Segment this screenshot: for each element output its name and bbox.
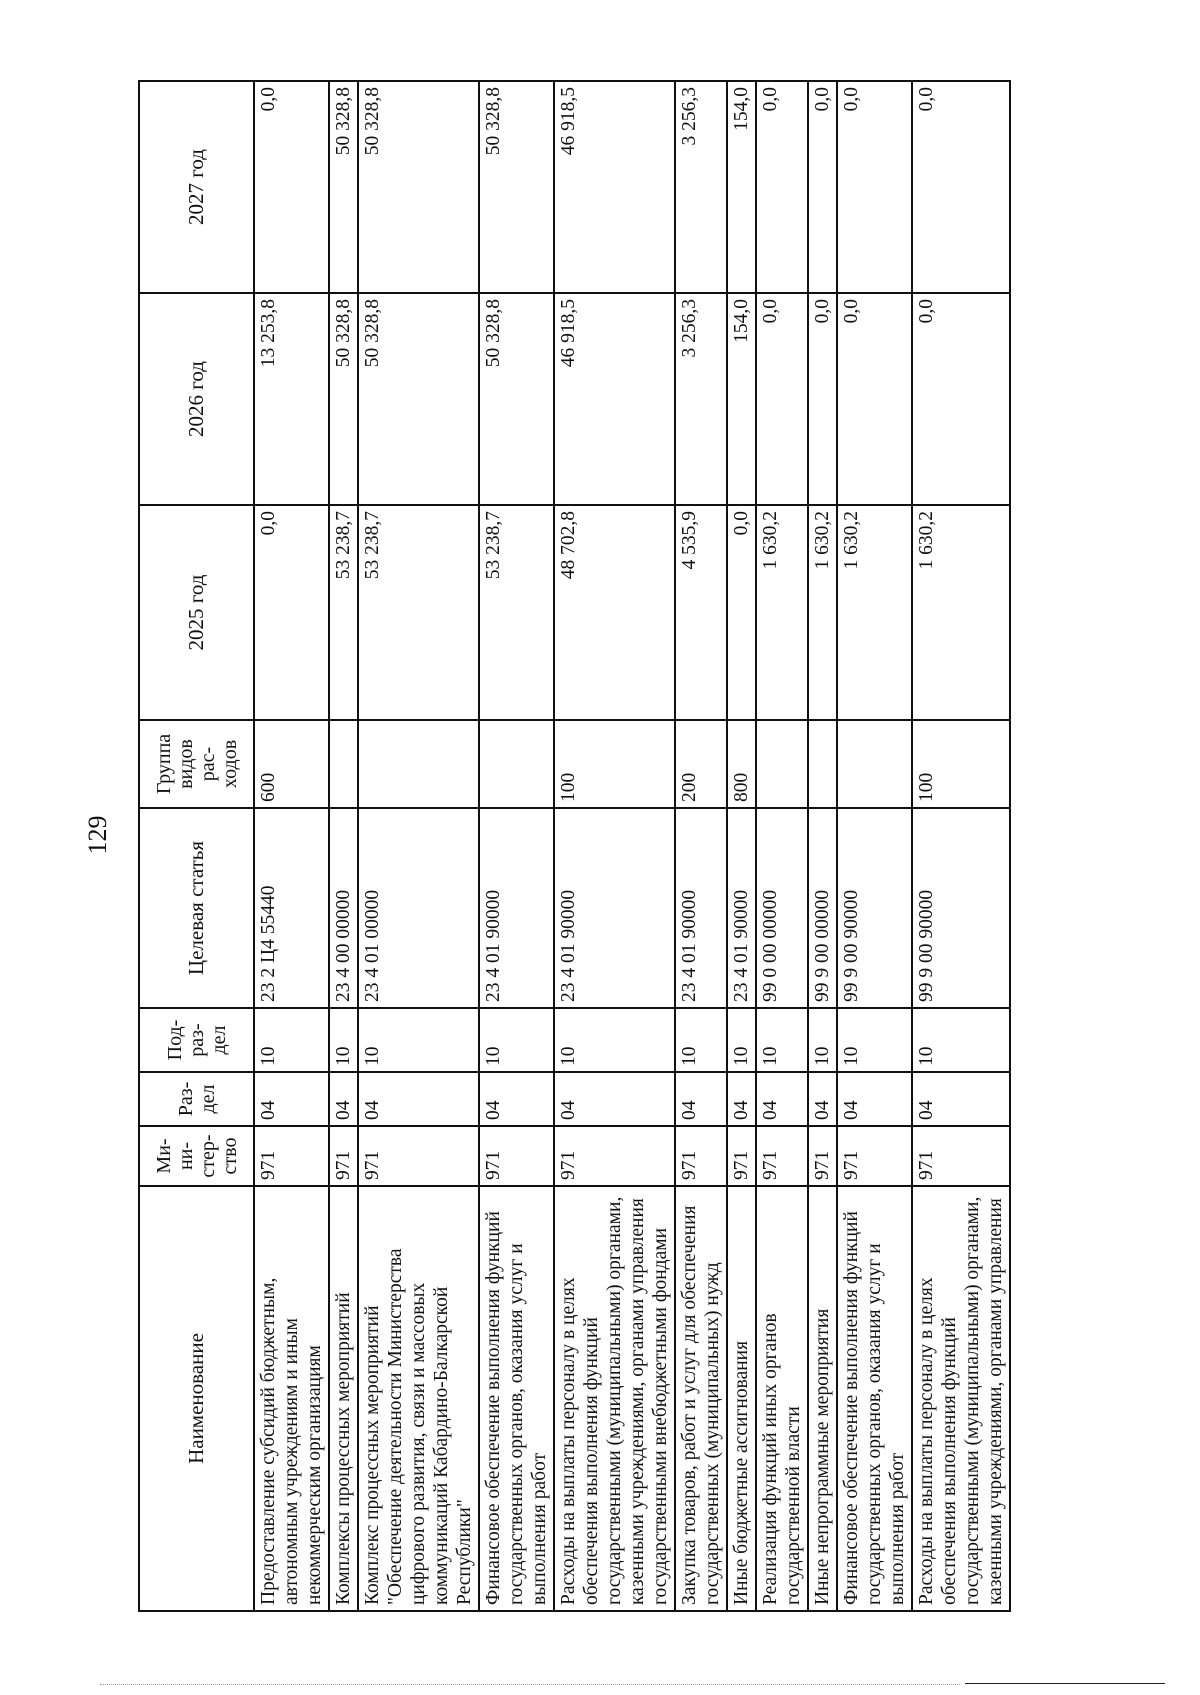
cell-y2025: 0,0 (254, 505, 329, 720)
cell-y2026: 0,0 (837, 293, 912, 505)
header-2025: 2025 год (139, 505, 254, 720)
cell-group: 600 (254, 720, 329, 808)
header-target: Целевая статья (139, 808, 254, 1008)
cell-subsection: 10 (479, 1008, 554, 1072)
cell-ministry: 971 (675, 1126, 727, 1186)
cell-ministry: 971 (254, 1126, 329, 1186)
table-row (837, 81, 912, 1611)
header-name: Наименование (139, 1186, 254, 1611)
table-row (808, 81, 837, 1611)
cell-name: Расходы на выплаты персоналу в целях обеспечения выполнения функций государственными (муниципальными) органами, казенными учреждениями, органами управления государственными внебюджетными фондами (554, 1186, 675, 1611)
cell-section: 04 (554, 1072, 675, 1126)
cell-ministry: 971 (329, 1126, 358, 1186)
cell-y2027: 50 328,8 (329, 81, 358, 293)
cell-name: Реализация функций иных органов государственной власти (756, 1186, 808, 1611)
cell-y2025: 48 702,8 (554, 505, 675, 720)
cell-y2025: 0,0 (727, 505, 756, 720)
cell-y2027: 0,0 (912, 81, 1010, 293)
cell-subsection: 10 (837, 1008, 912, 1072)
cell-group: 800 (727, 720, 756, 808)
table-row (479, 81, 554, 1611)
cell-target: 99 9 00 90000 (912, 808, 1010, 1008)
cell-name: Закупка товаров, работ и услуг для обеспечения государственных (муниципальных) нужд (675, 1186, 727, 1611)
cell-y2027: 0,0 (756, 81, 808, 293)
cell-section: 04 (912, 1072, 1010, 1126)
cell-y2025: 1 630,2 (808, 505, 837, 720)
cell-y2027: 3 256,3 (675, 81, 727, 293)
table-row (912, 81, 1010, 1611)
cell-section: 04 (675, 1072, 727, 1126)
cell-y2026: 0,0 (912, 293, 1010, 505)
cell-target: 99 0 00 00000 (756, 808, 808, 1008)
cell-subsection: 10 (675, 1008, 727, 1072)
cell-ministry: 971 (727, 1126, 756, 1186)
cell-name: Комплекс процессных мероприятий "Обеспечение деятельности Министерства цифрового развития, связи и массовых коммуникаций Кабардино-Балкарской Республики" (358, 1186, 479, 1611)
cell-section: 04 (808, 1072, 837, 1126)
cell-ministry: 971 (912, 1126, 1010, 1186)
cell-ministry: 971 (554, 1126, 675, 1186)
table-row (554, 81, 675, 1611)
cell-group (756, 720, 808, 808)
cell-y2026: 46 918,5 (554, 293, 675, 505)
header-ministry: Ми-ни-стер-ство (139, 1126, 254, 1186)
cell-y2025: 53 238,7 (329, 505, 358, 720)
cell-target: 99 9 00 90000 (837, 808, 912, 1008)
cell-name: Комплексы процессных мероприятий (329, 1186, 358, 1611)
cell-section: 04 (479, 1072, 554, 1126)
header-2026: 2026 год (139, 293, 254, 505)
cell-name: Финансовое обеспечение выполнения функций государственных органов, оказания услуг и выполнения работ (479, 1186, 554, 1611)
cell-y2025: 4 535,9 (675, 505, 727, 720)
table-row (358, 81, 479, 1611)
cell-y2026: 13 253,8 (254, 293, 329, 505)
header-section: Раз-дел (139, 1072, 254, 1126)
table-row (329, 81, 358, 1611)
cell-y2025: 1 630,2 (837, 505, 912, 720)
table-row (254, 81, 329, 1611)
cell-target: 23 4 01 90000 (727, 808, 756, 1008)
cell-target: 23 4 01 90000 (479, 808, 554, 1008)
cell-ministry: 971 (479, 1126, 554, 1186)
rotated-table-wrapper (138, 82, 1098, 1612)
cell-subsection: 10 (808, 1008, 837, 1072)
cell-section: 04 (837, 1072, 912, 1126)
cell-subsection: 10 (329, 1008, 358, 1072)
cell-group (837, 720, 912, 808)
cell-subsection: 10 (912, 1008, 1010, 1072)
cell-subsection: 10 (554, 1008, 675, 1072)
header-2027: 2027 год (139, 81, 254, 293)
cell-section: 04 (727, 1072, 756, 1126)
cell-y2026: 3 256,3 (675, 293, 727, 505)
cell-y2026: 50 328,8 (479, 293, 554, 505)
cell-y2027: 154,0 (727, 81, 756, 293)
cell-ministry: 971 (837, 1126, 912, 1186)
scan-noise-line (100, 1684, 960, 1685)
cell-y2027: 0,0 (837, 81, 912, 293)
cell-section: 04 (254, 1072, 329, 1126)
cell-ministry: 971 (756, 1126, 808, 1186)
cell-name: Иные бюджетные ассигнования (727, 1186, 756, 1611)
cell-group: 100 (912, 720, 1010, 808)
cell-target: 23 4 00 00000 (329, 808, 358, 1008)
cell-name: Предоставление субсидий бюджетным, автономным учреждениям и иным некоммерческим организациям (254, 1186, 329, 1611)
cell-group (808, 720, 837, 808)
cell-y2025: 53 238,7 (479, 505, 554, 720)
cell-name: Финансовое обеспечение выполнения функций государственных органов, оказания услуг и выполнения работ (837, 1186, 912, 1611)
cell-group (329, 720, 358, 808)
cell-y2026: 50 328,8 (329, 293, 358, 505)
cell-y2026: 50 328,8 (358, 293, 479, 505)
cell-y2025: 1 630,2 (756, 505, 808, 720)
cell-y2027: 0,0 (254, 81, 329, 293)
cell-target: 23 4 01 00000 (358, 808, 479, 1008)
cell-y2027: 46 918,5 (554, 81, 675, 293)
footer-rule (965, 1683, 1165, 1684)
table-row (756, 81, 808, 1611)
page-number: 129 (83, 815, 112, 855)
table-body (254, 81, 1010, 1611)
cell-y2027: 50 328,8 (479, 81, 554, 293)
cell-target: 99 9 00 00000 (808, 808, 837, 1008)
cell-y2026: 0,0 (756, 293, 808, 505)
cell-y2027: 50 328,8 (358, 81, 479, 293)
cell-section: 04 (329, 1072, 358, 1126)
table-row (675, 81, 727, 1611)
cell-section: 04 (756, 1072, 808, 1126)
cell-target: 23 4 01 90000 (675, 808, 727, 1008)
table-row (727, 81, 756, 1611)
budget-table (138, 80, 1011, 1612)
cell-subsection: 10 (358, 1008, 479, 1072)
cell-group (479, 720, 554, 808)
cell-target: 23 2 Ц4 55440 (254, 808, 329, 1008)
cell-y2027: 0,0 (808, 81, 837, 293)
cell-target: 23 4 01 90000 (554, 808, 675, 1008)
cell-group: 200 (675, 720, 727, 808)
cell-name: Иные непрограммные мероприятия (808, 1186, 837, 1611)
cell-subsection: 10 (254, 1008, 329, 1072)
header-group: Группа видов рас-ходов (139, 720, 254, 808)
cell-y2025: 1 630,2 (912, 505, 1010, 720)
cell-name: Расходы на выплаты персоналу в целях обеспечения выполнения функций государственными (муниципальными) органами, казенными учреждениями, органами управления (912, 1186, 1010, 1611)
cell-ministry: 971 (358, 1126, 479, 1186)
cell-y2026: 0,0 (808, 293, 837, 505)
header-subsection: Под-раз-дел (139, 1008, 254, 1072)
cell-group: 100 (554, 720, 675, 808)
cell-y2025: 53 238,7 (358, 505, 479, 720)
cell-subsection: 10 (727, 1008, 756, 1072)
cell-y2026: 154,0 (727, 293, 756, 505)
cell-ministry: 971 (808, 1126, 837, 1186)
cell-group (358, 720, 479, 808)
cell-subsection: 10 (756, 1008, 808, 1072)
cell-section: 04 (358, 1072, 479, 1126)
